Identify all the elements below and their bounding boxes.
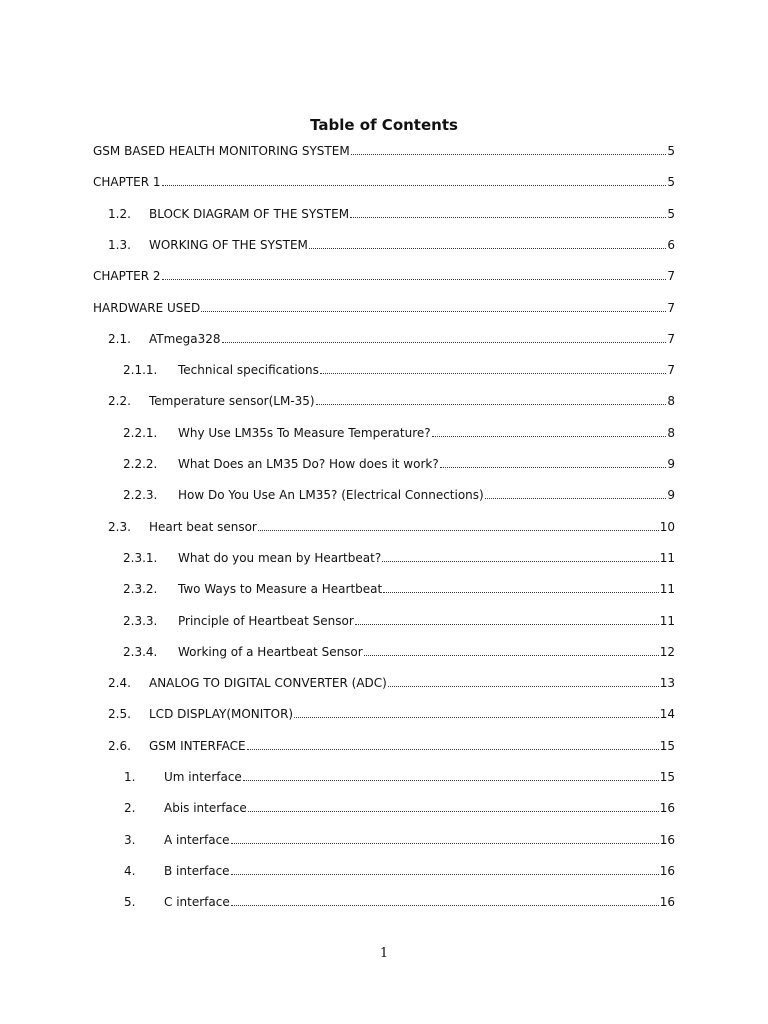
toc-entry-page: 9 [667,488,675,503]
toc-entry-label: LCD DISPLAY(MONITOR) [149,707,294,722]
toc-entry[interactable] [0,420,675,440]
toc-dot-leader [231,873,659,875]
toc-entry-label: C interface [164,895,230,910]
toc-dot-leader [351,153,667,155]
page-number: 1 [379,946,389,961]
toc-dot-leader [388,685,659,687]
toc-entry[interactable] [0,670,675,690]
toc-entry-page: 7 [667,300,675,315]
page-title: Table of Contents [310,116,458,134]
toc-dot-leader [485,497,667,499]
toc-dot-leader [309,247,666,249]
toc-entry[interactable] [0,295,675,315]
toc-dot-leader [231,904,659,906]
toc-entry[interactable] [0,701,675,721]
toc-entry-number: 2.3. [108,519,131,534]
toc-dot-leader [355,623,659,625]
toc-entry-number: 2.1.1. [123,363,158,378]
toc-entry-label: WORKING OF THE SYSTEM [149,237,308,252]
toc-entry[interactable] [0,764,675,784]
toc-entry-page: 7 [667,269,675,284]
toc-entry[interactable] [0,388,675,408]
toc-entry[interactable] [0,608,675,628]
toc-entry[interactable] [0,451,675,471]
toc-entry-label: B interface [164,863,230,878]
toc-entry-page: 5 [667,206,675,221]
toc-entry-label: GSM INTERFACE [149,738,246,753]
toc-entry-number: 2.2.1. [123,425,158,440]
toc-entry-number: 2.2. [108,394,131,409]
toc-entry-number: 2.1. [108,331,131,346]
toc-entry[interactable] [0,169,675,189]
toc-entry-label: Principle of Heartbeat Sensor [178,613,354,628]
toc-entry-number: 1.3. [108,237,131,252]
toc-entry-label: BLOCK DIAGRAM OF THE SYSTEM [149,206,350,221]
toc-entry-page: 10 [659,519,675,534]
toc-entry-label: CHAPTER 2 [93,269,161,284]
toc-entry-page: 7 [667,331,675,346]
toc-dot-leader [201,310,666,312]
toc-dot-leader [294,716,659,718]
toc-entry-page: 8 [667,425,675,440]
toc-entry[interactable] [0,138,675,158]
toc-entry-label: Why Use LM35s To Measure Temperature? [178,425,431,440]
toc-entry-number: 4. [124,863,136,878]
toc-entry-page: 9 [667,457,675,471]
toc-entry-number: 1.2. [108,206,131,221]
toc-dot-leader [364,654,659,656]
toc-entry[interactable] [0,576,675,596]
toc-entry-label: ANALOG TO DIGITAL CONVERTER (ADC) [149,676,387,691]
toc-entry-number: 2.2.2. [123,457,158,471]
toc-dot-leader [162,184,667,186]
toc-entry-number: 1. [124,770,136,784]
toc-entry[interactable] [0,858,675,878]
toc-entry-number: 2.6. [108,738,131,753]
toc-entry[interactable] [0,263,675,283]
toc-entry-page: 11 [659,550,675,565]
toc-entry-label: Temperature sensor(LM-35) [149,394,315,409]
toc-entry-label: Abis interface [164,801,247,816]
toc-entry-label: A interface [164,832,230,847]
toc-entry-number: 5. [124,895,136,910]
toc-entry-label: What do you mean by Heartbeat? [178,550,382,565]
toc-entry-page: 15 [659,770,675,784]
toc-entry-page: 11 [659,582,675,597]
toc-entry[interactable] [0,326,675,346]
toc-dot-leader [258,529,659,531]
toc-dot-leader [440,466,667,468]
toc-entry-page: 14 [659,707,675,722]
toc-entry-number: 2.3.2. [123,582,158,597]
toc-entry-label: CHAPTER 1 [93,175,161,190]
toc-dot-leader [222,341,667,343]
toc-entry[interactable] [0,232,675,252]
toc-entry-page: 15 [659,738,675,753]
toc-dot-leader [247,748,659,750]
toc-dot-leader [248,810,659,812]
toc-entry[interactable] [0,733,675,753]
toc-entry-page: 7 [667,363,675,378]
toc-entry-label: Two Ways to Measure a Heartbeat [178,582,383,597]
toc-dot-leader [316,403,667,405]
toc-entry-page: 16 [659,895,675,910]
toc-entry[interactable] [0,482,675,502]
toc-entry-page: 8 [667,394,675,409]
toc-entry-page: 16 [659,832,675,847]
toc-entry-number: 2. [124,801,136,816]
toc-entry-page: 16 [659,801,675,816]
toc-entry-number: 2.3.4. [123,644,158,659]
toc-entry-page: 11 [659,613,675,628]
toc-entry-label: How Do You Use An LM35? (Electrical Connections) [178,488,484,503]
toc-entry-label: GSM BASED HEALTH MONITORING SYSTEM [93,144,350,158]
toc-entry-number: 2.5. [108,707,131,722]
toc-entry-page: 12 [659,644,675,659]
toc-entry-page: 6 [667,237,675,252]
toc-entry[interactable] [0,827,675,847]
toc-dot-leader [432,435,667,437]
toc-entry-number: 3. [124,832,136,847]
toc-entry-label: ATmega328 [149,331,221,346]
toc-entry-label: Heart beat sensor [149,519,257,534]
toc-entry[interactable] [0,514,675,534]
toc-entry-number: 2.3.3. [123,613,158,628]
toc-entry-label: Working of a Heartbeat Sensor [178,644,363,659]
toc-entry[interactable] [0,201,675,221]
toc-entry[interactable] [0,357,675,377]
toc-entry-label: What Does an LM35 Do? How does it work? [178,457,439,471]
toc-dot-leader [320,372,667,374]
toc-entry[interactable] [0,889,675,909]
toc-entry[interactable] [0,545,675,565]
toc-entry-number: 2.2.3. [123,488,158,503]
toc-entry-page: 5 [667,175,675,190]
toc-dot-leader [382,560,659,562]
toc-dot-leader [162,278,667,280]
toc-entry-label: HARDWARE USED [93,300,201,315]
toc-entry-page: 5 [667,144,675,158]
toc-entry[interactable] [0,795,675,815]
toc-entry-page: 13 [659,676,675,691]
toc-entry-page: 16 [659,863,675,878]
toc-entry-number: 2.4. [108,676,131,691]
toc-dot-leader [243,779,659,781]
toc-entry[interactable] [0,639,675,659]
toc-entry-number: 2.3.1. [123,550,158,565]
toc-entry-label: Technical specifications [178,363,319,378]
toc-dot-leader [350,216,666,218]
toc-entry-label: Um interface [164,770,242,784]
toc-dot-leader [383,591,658,593]
toc-dot-leader [231,842,659,844]
